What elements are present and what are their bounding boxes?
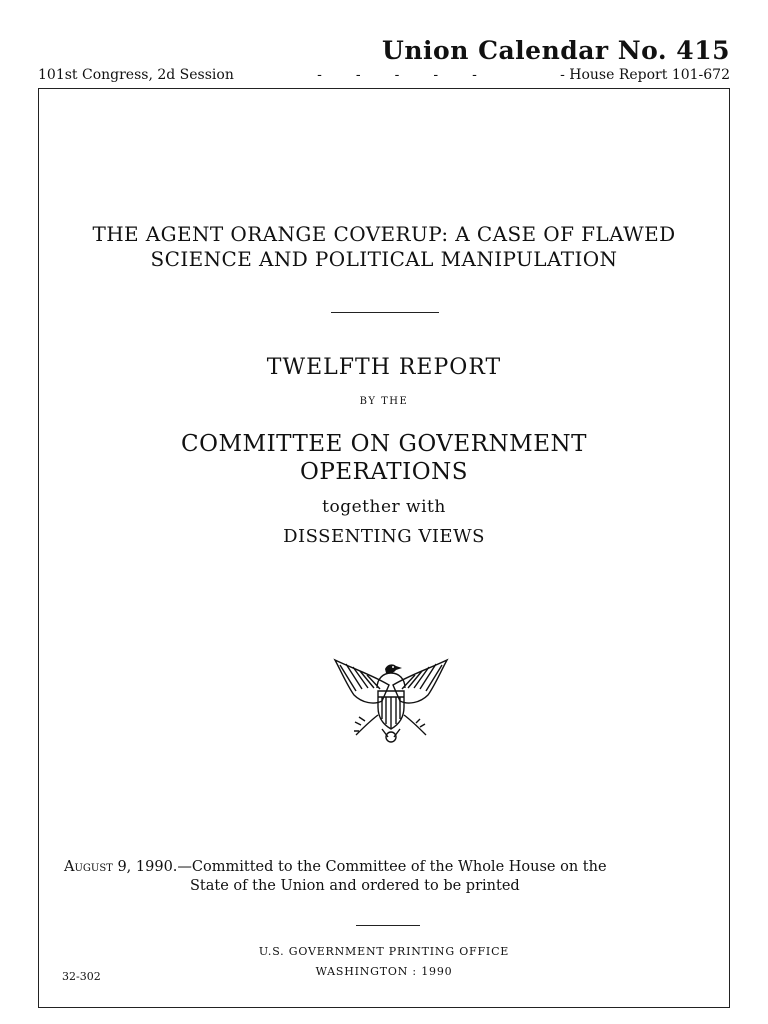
committal-notice — [64, 858, 714, 896]
job-number: 32-302 — [62, 970, 101, 983]
committee-line-1: COMMITTEE ON GOVERNMENT — [181, 431, 587, 457]
printing-place-year: WASHINGTON : 1990 — [315, 965, 453, 978]
union-calendar-number: Union Calendar No. 415 — [382, 36, 730, 65]
committal-text-line-1: —Committed to the Committee of the Whole House on the — [177, 859, 607, 875]
report-name: TWELFTH REPORT — [266, 355, 502, 380]
congress-header-line — [38, 66, 730, 84]
footer-divider-rule — [356, 925, 420, 926]
leader-dash: - — [472, 67, 477, 83]
leader-dash: - — [355, 67, 361, 83]
committee-line-2: OPERATIONS — [300, 459, 468, 485]
committee-name — [38, 430, 730, 486]
by-the-label: BY THE — [359, 396, 409, 407]
leader-dash: - — [317, 67, 322, 83]
title-line-2: SCIENCE AND POLITICAL MANIPULATION — [150, 247, 618, 271]
title-divider-rule — [331, 312, 439, 313]
leader-dash: - — [394, 67, 400, 83]
printing-office-name: U.S. GOVERNMENT PRINTING OFFICE — [258, 945, 510, 958]
committal-date: August 9, 1990. — [64, 859, 178, 875]
leader-dash: - — [433, 67, 439, 83]
congress-session: 101st Congress, 2d Session — [38, 67, 234, 83]
title-line-1: THE AGENT ORANGE COVERUP: A CASE OF FLAWED — [92, 222, 676, 246]
dissenting-views-label: DISSENTING VIEWS — [283, 526, 485, 547]
committal-text-line-2: State of the Union and ordered to be printed — [190, 878, 520, 894]
report-title — [38, 222, 730, 272]
together-with-label: together with — [322, 497, 446, 517]
house-report-number: - House Report 101-672 — [560, 67, 730, 83]
leader-dashes — [317, 67, 477, 83]
eagle-seal-icon — [332, 655, 450, 745]
